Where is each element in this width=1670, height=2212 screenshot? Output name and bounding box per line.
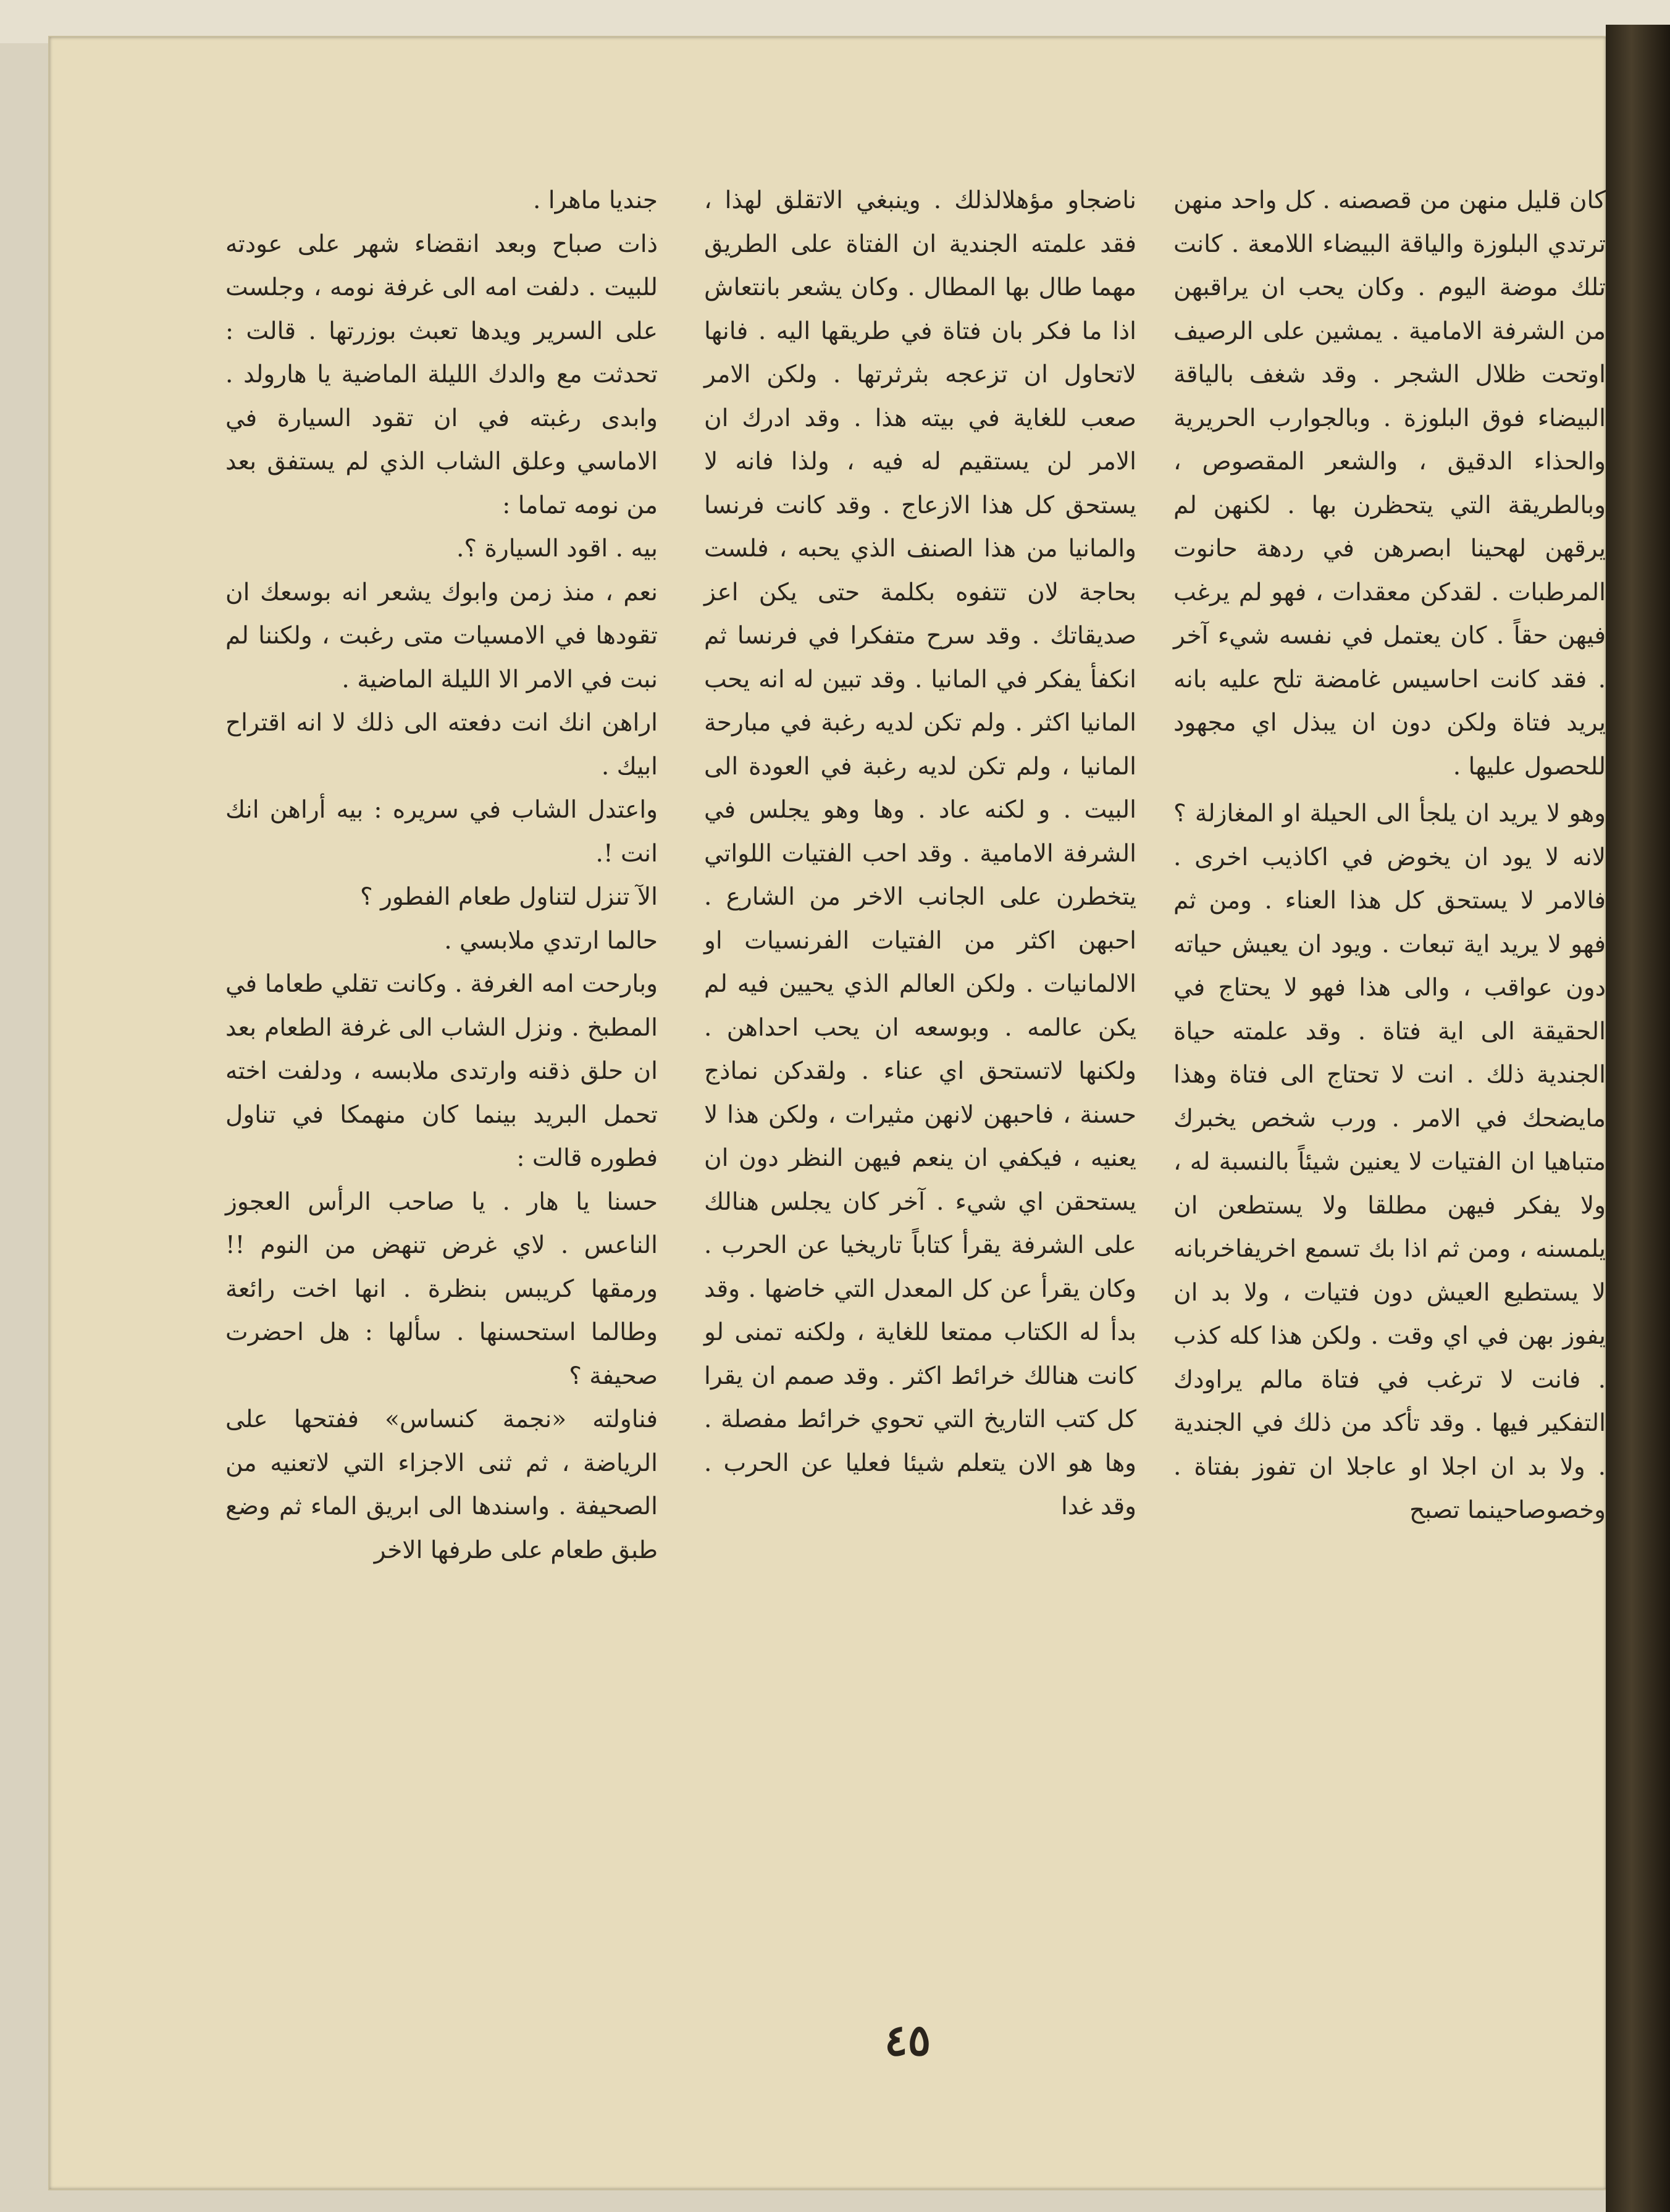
column-middle <box>704 179 1136 2038</box>
page-number: ٤٥ <box>884 2014 931 2066</box>
column-right <box>1173 179 1606 2038</box>
paragraph: الآ تنزل لتناول طعام الفطور ؟ <box>359 883 658 911</box>
paragraph: اراهن انك انت دفعته الى ذلك لا انه اقتراح ابيك . <box>225 709 658 781</box>
paragraph: بيه . اقود السيارة ؟. <box>456 535 658 563</box>
paragraph: نعم ، منذ زمن وابوك يشعر انه بوسعك ان تقودها في الامسيات متى رغبت ، ولكننا لم نبت في الامر الا الليلة الماضية . <box>225 578 658 693</box>
paragraph: كان قليل منهن من قصصنه . كل واحد منهن ترتدي البلوزة والياقة البيضاء اللامعة . كانت تلك موضة اليوم . وكان يحب ان يراقبهن من الشرفة الامامية . يمشين على الرصيف اوتحت ظلال الشجر . وقد شغف بالياقة البيضاء فوق البلوزة . وبالجوارب الحريرية والحذاء الدقيق ، والشعر المقصوص ، وبالطريقة التي يتحظرن بها . لكنهن لم يرقهن لهحينا ابصرهن في ردهة حانوت المرطبات . لقدكن معقدات ، فهو لم يرغب فيهن حقاً . كان يعتمل في نفسه شيء آخر . فقد كانت احاسيس غامضة تلح عليه بانه يريد فتاة ولكن دون ان يبذل اي مجهود للحصول عليها . <box>1173 186 1606 781</box>
book-spine <box>1606 25 1670 2212</box>
paragraph: فناولته «نجمة كنساس» ففتحها على الرياضة ، ثم ثنى الاجزاء التي لاتعنيه من الصحيفة . واسندها الى ابريق الماء ثم وضع طبق طعام على طرفها الاخر <box>225 1406 658 1564</box>
paragraph: جنديا ماهرا . <box>533 186 658 214</box>
paragraph: ناضجاو مؤهلالذلك . وينبغي الاتقلق لهذا ، فقد علمته الجندية ان الفتاة على الطريق مهما طال بها المطال . وكان يشعر بانتعاش اذا ما فكر بان فتاة في طريقها اليه . فانها لاتحاول ان تزعجه بثرثرتها . ولكن الامر صعب للغاية في بيته هذا . وقد ادرك ان الامر لن يستقيم له فيه ، ولذا فانه لا يستحق كل هذا الازعاج . وقد كانت فرنسا والمانيا من هذا الصنف الذي يحبه ، فلست بحاجة لان تتفوه بكلمة حتى يكن اعز صديقاتك . وقد سرح متفكرا في فرنسا ثم انكفأ يفكر في المانيا . وقد تبين له انه يحب المانيا اكثر . ولم تكن لديه رغبة في مبارحة المانيا ، ولم تكن لديه رغبة في العودة الى البيت . و لكنه عاد . وها وهو يجلس في الشرفة الامامية . وقد احب الفتيات اللواتي يتخطرن على الجانب الاخر من الشارع . احبهن اكثر من الفتيات الفرنسيات او الالمانيات . ولكن العالم الذي يحيين فيه لم يكن عالمه . وبوسعه ان يحب احداهن . ولكنها لاتستحق اي عناء . ولقدكن نماذج حسنة ، فاحبهن لانهن مثيرات ، ولكن هذا لا يعنيه ، فيكفي ان ينعم فيهن النظر دون ان يستحقن اي شيء . آخر كان يجلس هنالك على الشرفة يقرأ كتاباً تاريخيا عن الحرب . وكان يقرأ عن كل المعدل التي خاضها . وقد بدأ له الكتاب ممتعا للغاية ، ولكنه تمنى لو كانت هنالك خرائط اكثر . وقد صمم ان يقرا كل كتب التاريخ التي تحوي خرائط مفصلة . وها هو الان يتعلم شيئا فعليا عن الحرب . وقد غدا <box>704 186 1136 1520</box>
column-left <box>225 179 658 2038</box>
paragraph: حالما ارتدي ملابسي . <box>444 926 658 955</box>
paragraph: وبارحت امه الغرفة . وكانت تقلي طعاما في المطبخ . ونزل الشاب الى غرفة الطعام بعد ان حلق ذقنه وارتدى ملابسه ، ودلفت اخته تحمل البريد بينما كان منهمكا في تناول فطوره قالت : <box>225 970 658 1172</box>
paragraph: واعتدل الشاب في سريره : بيه أراهن انك انت !. <box>225 796 658 868</box>
paragraph: ذات صباح وبعد انقضاء شهر على عودته للبيت . دلفت امه الى غرفة نومه ، وجلست على السرير ويدها تعبث بوزرتها . قالت : تحدثت مع والدك الليلة الماضية يا هارولد . وابدى رغبته في ان تقود السيارة في الاماسي وعلق الشاب الذي لم يستفق بعد من نومه تماما : <box>225 230 658 519</box>
paragraph: وهو لا يريد ان يلجأ الى الحيلة او المغازلة ؟ لانه لا يود ان يخوض في اكاذيب اخرى . فالامر لا يستحق كل هذا العناء . ومن ثم فهو لا يريد اية تبعات . ويود ان يعيش حياته دون عواقب ، والى هذا فهو لا يحتاج في الحقيقة الى اية فتاة . وقد علمته حياة الجندية ذلك . انت لا تحتاج الى فتاة وهذا مايضحك في الامر . ورب شخص يخبرك متباهيا ان الفتيات لا يعنين شيئاً بالنسبة له ، ولا يفكر فيهن مطلقا ولا يستطعن ان يلمسنه ، ومن ثم اذا بك تسمع اخريفاخربانه لا يستطيع العيش دون فتيات ، ولا بد ان يفوز بهن في اي وقت . ولكن هذا كله كذب . فانت لا ترغب في فتاة مالم يراودك التفكير فيها . وقد تأكد من ذلك في الجندية . ولا بد ان اجلا او عاجلا ان تفوز بفتاة . وخصوصاحينما تصبح <box>1173 800 1606 1524</box>
paragraph: حسنا يا هار . يا صاحب الرأس العجوز الناعس . لاي غرض تنهض من النوم !! ورمقها كريبس بنظرة . انها اخت رائعة وطالما استحسنها . سألها : هل احضرت صحيفة ؟ <box>225 1188 658 1390</box>
